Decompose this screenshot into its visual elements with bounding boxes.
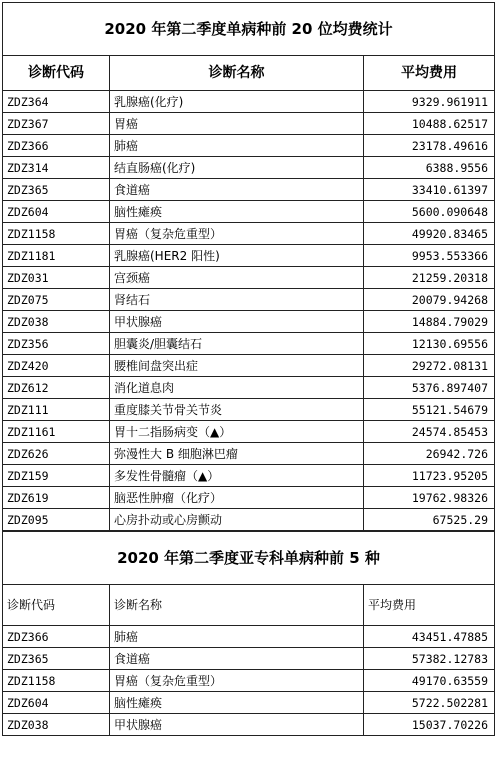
diagnosis-name-cell: 脑性瘫痪 <box>110 201 364 223</box>
average-cost-cell: 21259.20318 <box>364 267 495 289</box>
average-cost-cell: 23178.49616 <box>364 135 495 157</box>
diagnosis-name-cell: 甲状腺癌 <box>110 311 364 333</box>
diagnosis-name-cell: 肺癌 <box>110 626 364 648</box>
table-row <box>3 714 495 736</box>
diagnosis-name-cell: 胃癌（复杂危重型） <box>110 223 364 245</box>
table-row <box>3 289 495 311</box>
diagnosis-name-cell: 多发性骨髓瘤（▲） <box>110 465 364 487</box>
table-row <box>3 377 495 399</box>
table-row <box>3 179 495 201</box>
diagnosis-code-cell: ZDZ038 <box>3 311 110 333</box>
diagnosis-name-cell: 胃癌 <box>110 113 364 135</box>
header-average-cost: 平均费用 <box>364 56 495 91</box>
table-row <box>3 626 495 648</box>
diagnosis-code-cell: ZDZ604 <box>3 692 110 714</box>
average-cost-cell: 24574.85453 <box>364 421 495 443</box>
average-cost-cell: 19762.98326 <box>364 487 495 509</box>
diagnosis-name-cell: 心房扑动或心房颤动 <box>110 509 364 531</box>
average-cost-cell: 33410.61397 <box>364 179 495 201</box>
diagnosis-code-cell: ZDZ095 <box>3 509 110 531</box>
table-row <box>3 157 495 179</box>
average-cost-cell: 55121.54679 <box>364 399 495 421</box>
table-row <box>3 245 495 267</box>
table-row <box>3 113 495 135</box>
table-row <box>3 465 495 487</box>
average-cost-cell: 15037.70226 <box>364 714 495 736</box>
table2-title-row <box>3 532 495 585</box>
diagnosis-code-cell: ZDZ366 <box>3 626 110 648</box>
table-row <box>3 509 495 531</box>
average-cost-cell: 5600.090648 <box>364 201 495 223</box>
diagnosis-name-cell: 肾结石 <box>110 289 364 311</box>
table-row <box>3 223 495 245</box>
table-row <box>3 421 495 443</box>
diagnosis-code-cell: ZDZ626 <box>3 443 110 465</box>
diagnosis-code-cell: ZDZ367 <box>3 113 110 135</box>
table-row <box>3 692 495 714</box>
diagnosis-name-cell: 肺癌 <box>110 135 364 157</box>
table-row <box>3 311 495 333</box>
average-cost-cell: 43451.47885 <box>364 626 495 648</box>
diagnosis-name-cell: 宫颈癌 <box>110 267 364 289</box>
average-cost-cell: 6388.9556 <box>364 157 495 179</box>
diagnosis-name-cell: 弥漫性大 B 细胞淋巴瘤 <box>110 443 364 465</box>
table-row <box>3 267 495 289</box>
diagnosis-name-cell: 消化道息肉 <box>110 377 364 399</box>
table2-header-row <box>3 585 495 626</box>
average-cost-cell: 5376.897407 <box>364 377 495 399</box>
table-row <box>3 399 495 421</box>
diagnosis-name-cell: 胆囊炎/胆囊结石 <box>110 333 364 355</box>
diagnosis-code-cell: ZDZ366 <box>3 135 110 157</box>
diagnosis-code-cell: ZDZ314 <box>3 157 110 179</box>
average-cost-cell: 14884.79029 <box>364 311 495 333</box>
header-diagnosis-name: 诊断名称 <box>110 56 364 91</box>
table-row <box>3 487 495 509</box>
average-cost-cell: 49920.83465 <box>364 223 495 245</box>
diagnosis-name-cell: 脑恶性肿瘤（化疗） <box>110 487 364 509</box>
diagnosis-code-cell: ZDZ1181 <box>3 245 110 267</box>
diagnosis-code-cell: ZDZ075 <box>3 289 110 311</box>
diagnosis-code-cell: ZDZ1158 <box>3 223 110 245</box>
diagnosis-name-cell: 乳腺癌(HER2 阳性) <box>110 245 364 267</box>
average-cost-cell: 20079.94268 <box>364 289 495 311</box>
diagnosis-code-cell: ZDZ1161 <box>3 421 110 443</box>
average-cost-cell: 11723.95205 <box>364 465 495 487</box>
diagnosis-code-cell: ZDZ1158 <box>3 670 110 692</box>
diagnosis-code-cell: ZDZ031 <box>3 267 110 289</box>
average-cost-cell: 9329.961911 <box>364 91 495 113</box>
diagnosis-code-cell: ZDZ038 <box>3 714 110 736</box>
table-row <box>3 333 495 355</box>
diagnosis-name-cell: 甲状腺癌 <box>110 714 364 736</box>
table1-title-row <box>3 3 495 56</box>
diagnosis-code-cell: ZDZ111 <box>3 399 110 421</box>
average-cost-cell: 10488.62517 <box>364 113 495 135</box>
table-row <box>3 355 495 377</box>
spreadsheet <box>2 2 494 736</box>
header-average-cost: 平均费用 <box>364 585 495 626</box>
header-diagnosis-name: 诊断名称 <box>110 585 364 626</box>
table-row <box>3 443 495 465</box>
diagnosis-name-cell: 重度膝关节骨关节炎 <box>110 399 364 421</box>
diagnosis-name-cell: 腰椎间盘突出症 <box>110 355 364 377</box>
table-row <box>3 201 495 223</box>
diagnosis-name-cell: 脑性瘫痪 <box>110 692 364 714</box>
table1-title: 2020 年第二季度单病种前 20 位均费统计 <box>3 3 495 56</box>
diagnosis-name-cell: 结直肠癌(化疗) <box>110 157 364 179</box>
average-cost-cell: 29272.08131 <box>364 355 495 377</box>
average-cost-cell: 67525.29 <box>364 509 495 531</box>
diagnosis-code-cell: ZDZ159 <box>3 465 110 487</box>
average-cost-cell: 57382.12783 <box>364 648 495 670</box>
average-cost-cell: 26942.726 <box>364 443 495 465</box>
table2-title: 2020 年第二季度亚专科单病种前 5 种 <box>3 532 495 585</box>
table-row <box>3 648 495 670</box>
diagnosis-name-cell: 胃十二指肠病变（▲） <box>110 421 364 443</box>
header-diagnosis-code: 诊断代码 <box>3 585 110 626</box>
diagnosis-name-cell: 食道癌 <box>110 648 364 670</box>
table-row <box>3 670 495 692</box>
average-cost-cell: 9953.553366 <box>364 245 495 267</box>
average-cost-cell: 12130.69556 <box>364 333 495 355</box>
diagnosis-code-cell: ZDZ420 <box>3 355 110 377</box>
diagnosis-code-cell: ZDZ365 <box>3 648 110 670</box>
diagnosis-code-cell: ZDZ364 <box>3 91 110 113</box>
subspecialty-top5-table <box>2 531 495 736</box>
table-row <box>3 91 495 113</box>
table1-header-row <box>3 56 495 91</box>
header-diagnosis-code: 诊断代码 <box>3 56 110 91</box>
top20-cost-table <box>2 2 495 531</box>
diagnosis-name-cell: 食道癌 <box>110 179 364 201</box>
diagnosis-code-cell: ZDZ619 <box>3 487 110 509</box>
diagnosis-code-cell: ZDZ604 <box>3 201 110 223</box>
diagnosis-code-cell: ZDZ612 <box>3 377 110 399</box>
average-cost-cell: 49170.63559 <box>364 670 495 692</box>
diagnosis-code-cell: ZDZ365 <box>3 179 110 201</box>
average-cost-cell: 5722.502281 <box>364 692 495 714</box>
diagnosis-code-cell: ZDZ356 <box>3 333 110 355</box>
diagnosis-name-cell: 胃癌（复杂危重型） <box>110 670 364 692</box>
table-row <box>3 135 495 157</box>
diagnosis-name-cell: 乳腺癌(化疗) <box>110 91 364 113</box>
